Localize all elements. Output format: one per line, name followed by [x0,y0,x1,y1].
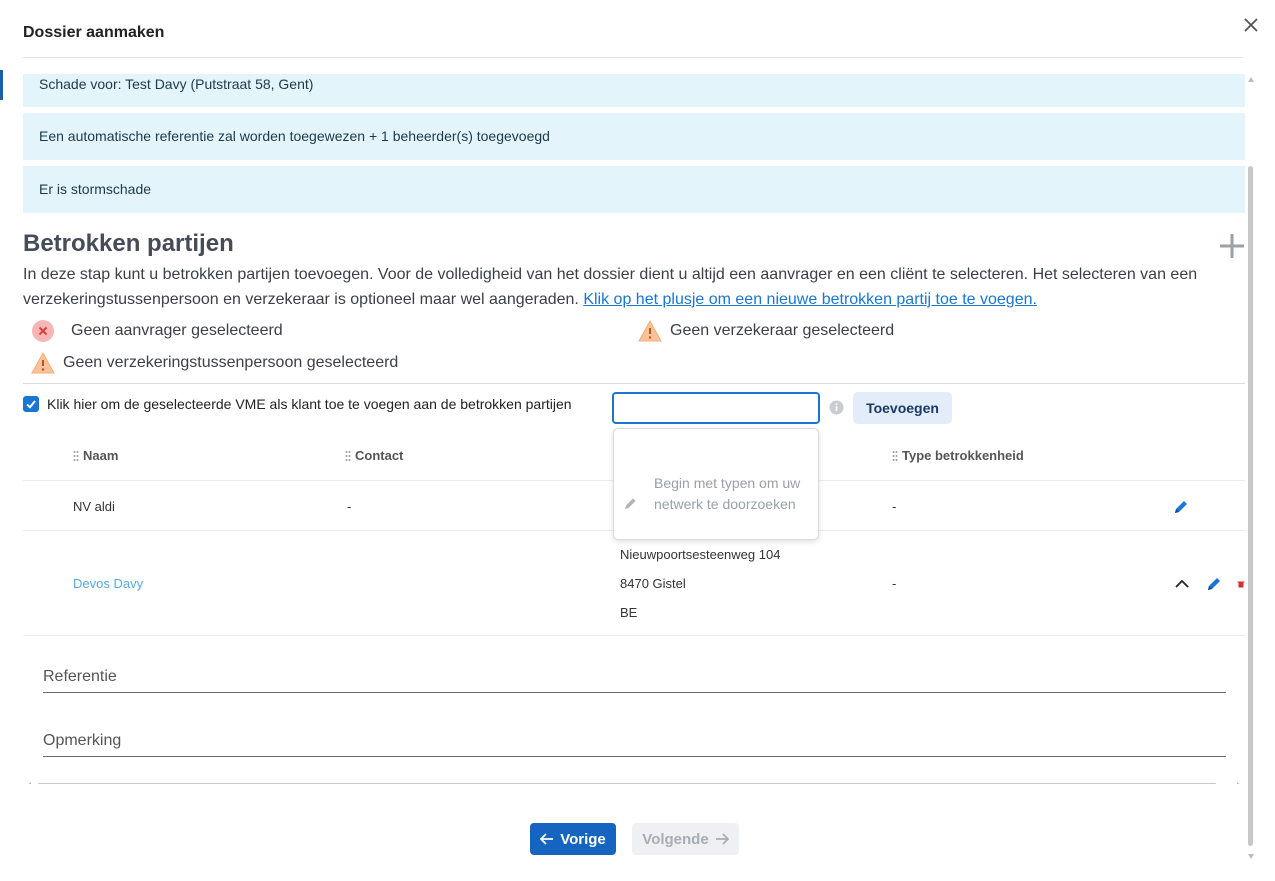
banner-damage [23,166,1245,213]
remark-label: Opmerking [43,732,122,749]
section-title: Betrokken partijen [23,230,234,257]
column-contact-label: Contact [355,448,404,463]
vertical-scroll-thumb[interactable] [1248,166,1253,846]
next-button[interactable] [632,823,739,855]
vertical-scrollbar[interactable] [1246,74,1256,864]
vme-checkbox[interactable] [23,396,39,412]
previous-button[interactable] [530,823,616,855]
drag-handle-icon [892,450,898,462]
status-intermediary [31,351,398,375]
chevron-up-icon[interactable] [1174,576,1190,592]
vme-checkbox-label: Klik hier om de geselecteerde VME als klant toe te voegen aan de betrokken partijen [47,396,572,412]
column-name[interactable] [73,448,118,463]
status-insurer-text: Geen verzekeraar geselecteerd [670,322,895,339]
banner-reference-text: Een automatische referentie zal worden toegewezen + 1 beheerder(s) toegevoegd [39,128,550,144]
row-2-address-city: 8470 Gistel [620,576,686,591]
row-1-contact: - [347,499,352,514]
error-icon [31,319,55,343]
scroll-up-icon[interactable] [1248,77,1254,82]
intro-link[interactable]: Klik op het plusje om een nieuwe betrokken partij toe te voegen. [583,291,1037,308]
scroll-right-icon[interactable] [1236,782,1242,784]
previous-label: Vorige [560,830,606,848]
banner-claim [23,74,1245,107]
banner-reference [23,113,1245,160]
edit-pencil-icon[interactable] [1206,576,1222,592]
check-icon [25,398,37,410]
next-label: Volgende [642,830,709,848]
scroll-down-icon[interactable] [1248,854,1254,859]
row-2-type: - [892,576,897,591]
column-type-label: Type betrokkenheid [902,448,1024,463]
search-suggestions [613,428,819,540]
row-divider [23,635,1245,636]
intro-text: In deze stap kunt u betrokken partijen toevoegen. Voor de volledigheid van het dossier dient u altijd een aanvrager en een cliënt te selecteren. Het selecteren van een verzekeringstussenpersoon en verzekeraar is optioneel maar wel aangeraden. [23,266,1198,308]
horizontal-scrollbar[interactable] [23,781,1245,784]
row-2-address-street: Nieuwpoortsesteenweg 104 [620,547,781,562]
divider [23,383,1245,384]
reference-label: Referentie [43,668,117,685]
horizontal-scroll-thumb[interactable] [37,783,1217,784]
arrow-right-icon [715,833,729,845]
drag-handle-icon [73,450,79,462]
close-icon[interactable] [1241,15,1261,35]
delete-trash-icon[interactable] [1237,576,1245,592]
dialog-body [0,74,1275,784]
status-intermediary-text: Geen verzekeringstussenpersoon geselecteerd [63,354,399,371]
row-2-address-country: BE [620,605,638,620]
column-contact[interactable] [345,448,403,463]
status-applicant [31,319,283,343]
column-name-label: Naam [83,448,119,463]
edit-pencil-icon[interactable] [1173,499,1189,515]
banner-claim-text: Schade voor: Test Davy (Putstraat 58, Gent) [39,76,314,92]
dialog-header [23,0,1243,58]
add-party-plus-icon[interactable] [1218,232,1246,260]
section-intro [23,262,1248,312]
status-applicant-text: Geen aanvrager geselecteerd [71,322,283,339]
reference-field[interactable] [43,668,1226,693]
status-insurer [638,319,894,343]
search-hint: Begin met typen om uw netwerk te doorzoeken [654,475,801,512]
scroll-left-icon[interactable] [26,782,32,784]
arrow-left-icon [540,833,554,845]
add-party-button[interactable]: Toevoegen [853,392,952,424]
pencil-icon [623,497,637,511]
vme-checkbox-row [23,396,572,412]
row-2-name-link[interactable]: Devos Davy [73,576,144,591]
row-1-type: - [892,499,897,514]
warning-icon [31,351,55,375]
dialog-title: Dossier aanmaken [23,24,165,41]
banner-damage-text: Er is stormschade [39,181,152,197]
drag-handle-icon [345,450,351,462]
party-search-input[interactable] [612,392,820,424]
remark-field[interactable] [43,732,1226,757]
warning-icon [638,319,662,343]
row-1-name: NV aldi [73,499,115,514]
column-type[interactable] [892,448,1024,463]
info-icon[interactable] [829,400,844,415]
